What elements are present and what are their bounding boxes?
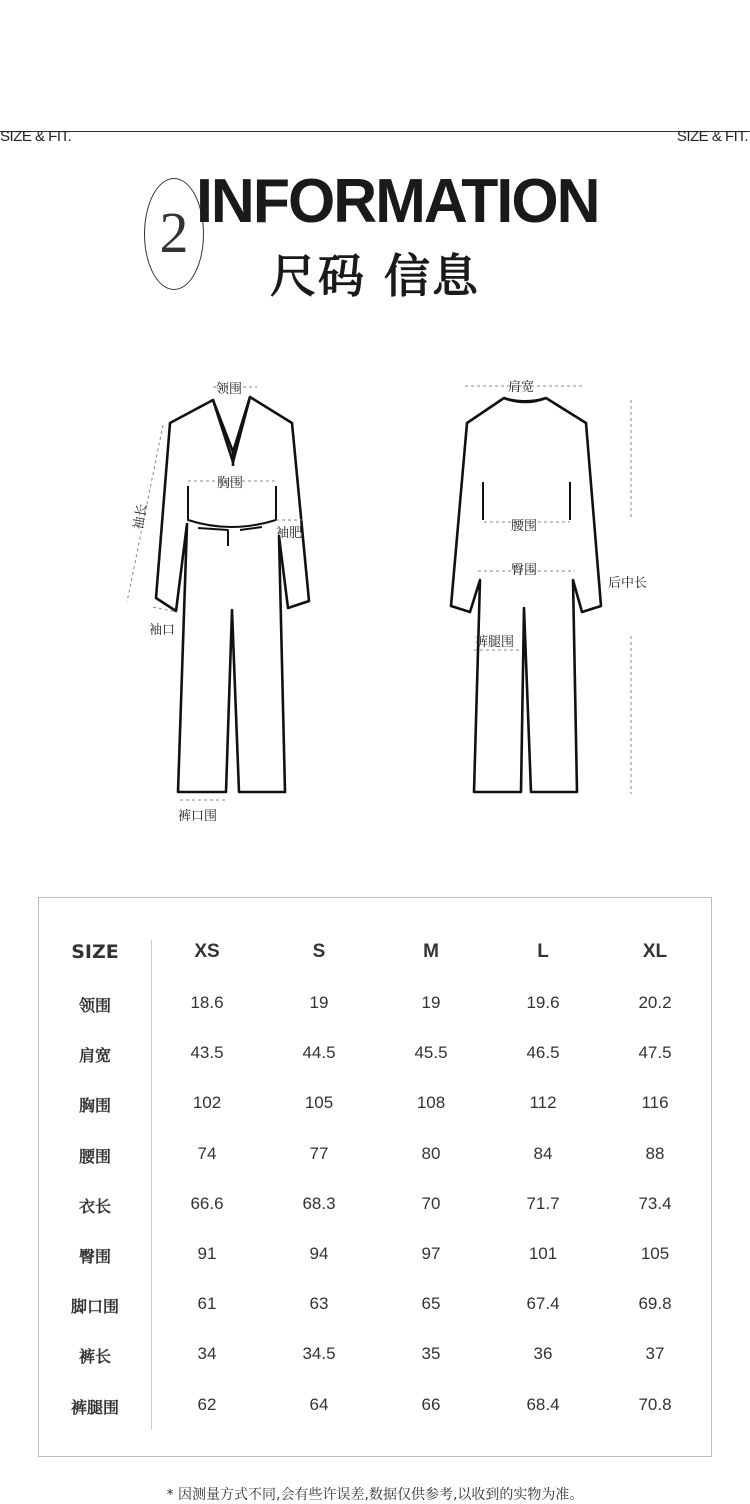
- measurement-cell: 47.5: [638, 1043, 672, 1062]
- size-fit-tag-right: SIZE & FIT.: [676, 128, 748, 145]
- front-waistband: [188, 486, 276, 527]
- jumpsuit-diagram: [0, 360, 750, 830]
- measurement-cell: 112: [529, 1093, 557, 1112]
- measurement-cell: 46.5: [526, 1043, 560, 1062]
- measurement-cell: 20.2: [638, 993, 672, 1012]
- measurement-cell: 63: [309, 1294, 329, 1313]
- measurement-cell: 43.5: [190, 1043, 224, 1062]
- label-waist: 腰围: [511, 519, 538, 534]
- measurement-row-label: 臀围: [78, 1247, 111, 1266]
- measurement-row-label: 胸围: [78, 1096, 111, 1115]
- measurement-cell: 94: [309, 1244, 329, 1263]
- size-column-header: S: [312, 941, 326, 962]
- measurement-row-label: 肩宽: [78, 1046, 111, 1065]
- measurement-cell: 71.7: [526, 1194, 560, 1213]
- label-thigh: 裤腿围: [475, 635, 515, 650]
- back-garment-outline: [451, 398, 601, 792]
- measurement-cell: 101: [528, 1244, 558, 1263]
- label-shoulder: 肩宽: [508, 380, 535, 395]
- header-divider: [0, 131, 750, 132]
- section-number: 2: [159, 200, 189, 265]
- measurement-cell: 18.6: [190, 993, 224, 1012]
- section-number-badge: [144, 178, 204, 290]
- measurement-cell: 34: [197, 1344, 217, 1363]
- measurement-cell: 70: [421, 1194, 441, 1213]
- label-chest: 胸围: [217, 476, 244, 491]
- measurement-cell: 66.6: [190, 1194, 224, 1213]
- measurement-cell: 37: [645, 1344, 665, 1363]
- label-sleeve-width: 袖肥: [276, 526, 303, 541]
- measurement-cell: 88: [645, 1144, 665, 1163]
- size-column-header: L: [537, 941, 549, 962]
- measurement-cell: 70.8: [638, 1395, 672, 1414]
- size-header-label: SIZE: [71, 941, 119, 963]
- label-hip: 臀围: [511, 563, 538, 578]
- measurement-row-label: 裤长: [78, 1347, 111, 1366]
- measurement-cell: 34.5: [302, 1344, 336, 1363]
- measurement-cell: 19: [309, 993, 329, 1012]
- label-collar: 领围: [216, 382, 243, 397]
- measurement-cell: 77: [309, 1144, 329, 1163]
- measurement-row-label: 腰围: [78, 1147, 111, 1166]
- measurement-cell: 68.4: [526, 1395, 560, 1414]
- size-fit-tag-left: SIZE & FIT.: [0, 128, 72, 145]
- measurement-row-label: 裤腿围: [70, 1398, 119, 1417]
- label-sleeve-length: 袖长: [131, 502, 151, 531]
- measurement-cell: 105: [304, 1093, 334, 1112]
- measurement-cell: 97: [421, 1244, 441, 1263]
- measurement-cell: 64: [309, 1395, 329, 1414]
- measurement-cell: 116: [641, 1093, 669, 1112]
- measurement-cell: 105: [640, 1244, 670, 1263]
- measurement-cell: 65: [421, 1294, 441, 1313]
- label-hem: 裤口围: [178, 809, 218, 824]
- page-title-en: INFORMATION: [196, 167, 599, 236]
- measurement-cell: 44.5: [302, 1043, 336, 1062]
- size-column-header: XL: [642, 941, 668, 962]
- measurement-cell: 19.6: [526, 993, 560, 1012]
- label-cuff: 袖口: [149, 623, 176, 638]
- measurement-cell: 69.8: [638, 1294, 672, 1313]
- measurement-cell: 68.3: [302, 1194, 336, 1213]
- measurement-cell: 102: [192, 1093, 222, 1112]
- measurement-cell: 67.4: [526, 1294, 560, 1313]
- measurement-row-label: 衣长: [78, 1197, 111, 1216]
- measurement-cell: 45.5: [414, 1043, 448, 1062]
- footnote: * 因测量方式不同,会有些许误差,数据仅供参考,以收到的实物为准。: [166, 1487, 584, 1503]
- page-title-cn: 尺码 信息: [270, 249, 481, 303]
- measurement-cell: 74: [197, 1144, 217, 1163]
- measurement-cell: 36: [533, 1344, 553, 1363]
- measurement-row-label: 脚口围: [70, 1297, 119, 1316]
- measurement-cell: 108: [416, 1093, 446, 1112]
- size-column-header: M: [423, 941, 439, 962]
- front-neckline: [213, 397, 250, 452]
- size-table: [38, 897, 712, 1457]
- measurement-cell: 80: [421, 1144, 441, 1163]
- size-column-header: XS: [194, 941, 220, 962]
- measurement-cell: 62: [197, 1395, 217, 1414]
- label-back-length: 后中长: [608, 576, 648, 591]
- measurement-row-label: 领围: [78, 996, 111, 1015]
- measurement-cell: 66: [421, 1395, 441, 1414]
- measurement-cell: 61: [197, 1294, 217, 1313]
- measurement-cell: 91: [197, 1244, 217, 1263]
- measurement-cell: 73.4: [638, 1194, 672, 1213]
- measurement-cell: 19: [421, 993, 441, 1012]
- measurement-cell: 84: [533, 1144, 553, 1163]
- measurement-cell: 35: [421, 1344, 441, 1363]
- front-pocket-flap: [198, 527, 262, 546]
